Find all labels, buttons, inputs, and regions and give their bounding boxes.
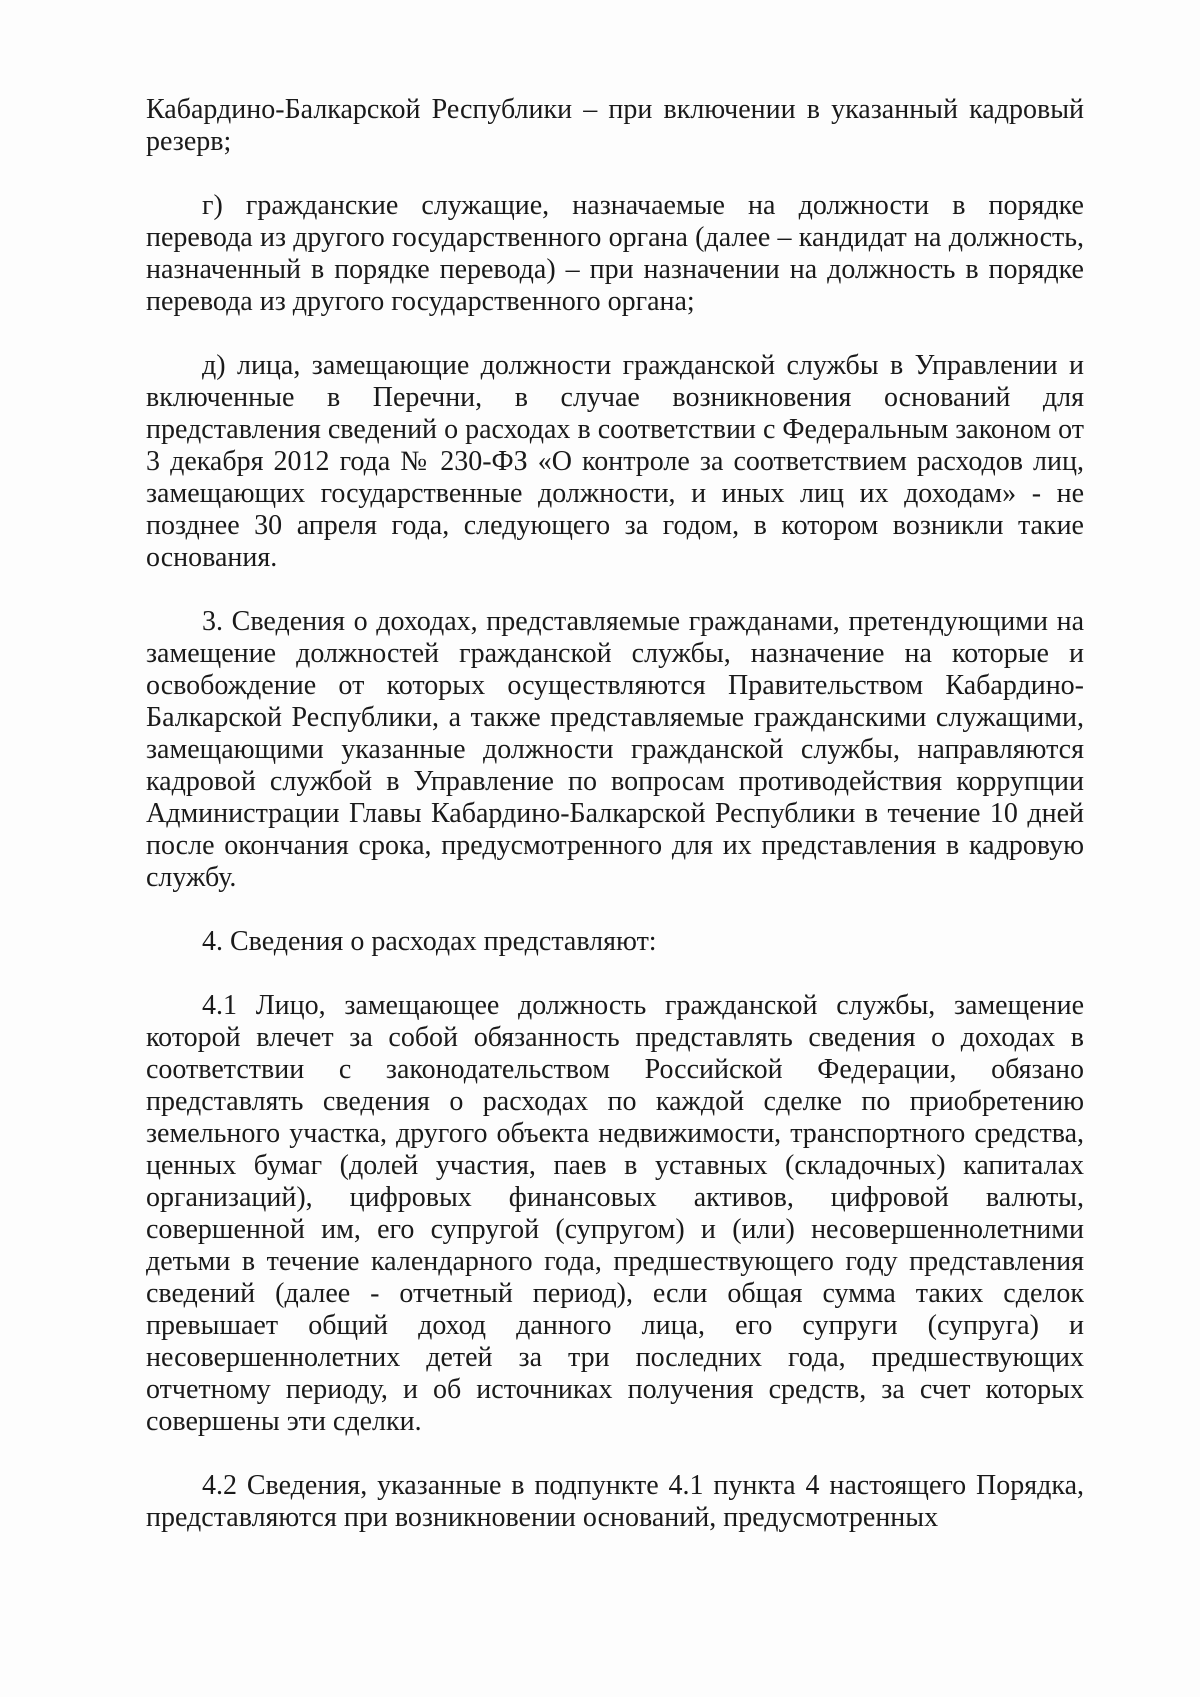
paragraph-continuation: Кабардино-Балкарской Республики – при включении в указанный кадровый резерв; bbox=[146, 94, 1084, 157]
paragraph-section-3: 3. Сведения о доходах, представляемые гражданами, претендующими на замещение должностей гражданской службы, назначение на которые и освобождение от которых осуществляются Правительством Кабардино-Балкарской Республики, а также представляемые гражданскими служащими, замещающими указанные должности гражданской службы, направляются кадровой службой в Управление по вопросам противодействия коррупции Администрации Главы Кабардино-Балкарской Республики в течение 10 дней после окончания срока, предусмотренного для их представления в кадровую службу. bbox=[146, 606, 1084, 893]
paragraph-item-d: д) лица, замещающие должности гражданской службы в Управлении и включенные в Перечни, в случае возникновения оснований для представления сведений о расходах в соответствии с Федеральным законом от 3 декабря 2012 года № 230-ФЗ «О контроле за соответствием расходов лиц, замещающих государственные должности, и иных лиц их доходам» - не позднее 30 апреля года, следующего за годом, в котором возникли такие основания. bbox=[146, 350, 1084, 573]
paragraph-section-4: 4. Сведения о расходах представляют: bbox=[202, 926, 657, 957]
paragraph-section-4-1: 4.1 Лицо, замещающее должность гражданской службы, замещение которой влечет за собой обязанность представлять сведения о доходах в соответствии с законодательством Российской Федерации, обязано представлять сведения о расходах по каждой сделке по приобретению земельного участка, другого объекта недвижимости, транспортного средства, ценных бумаг (долей участия, паев в уставных (складочных) капиталах организаций), цифровых финансовых активов, цифровой валюты, совершенной им, его супругой (супругом) и (или) несовершеннолетними детьми в течение календарного года, предшествующего году представления сведений (далее - отчетный период), если общая сумма таких сделок превышает общий доход данного лица, его супруги (супруга) и несовершеннолетних детей за три последних года, предшествующих отчетному периоду, и об источниках получения средств, за счет которых совершены эти сделки. bbox=[146, 990, 1084, 1437]
document-body bbox=[146, 94, 1084, 1534]
paragraph-item-g: г) гражданские служащие, назначаемые на должности в порядке перевода из другого государственного органа (далее – кандидат на должность, назначенный в порядке перевода) – при назначении на должность в порядке перевода из другого государственного органа; bbox=[146, 190, 1084, 317]
paragraph-section-4-2: 4.2 Сведения, указанные в подпункте 4.1 пункта 4 настоящего Порядка, представляются при возникновении оснований, предусмотренных bbox=[146, 1470, 1084, 1533]
